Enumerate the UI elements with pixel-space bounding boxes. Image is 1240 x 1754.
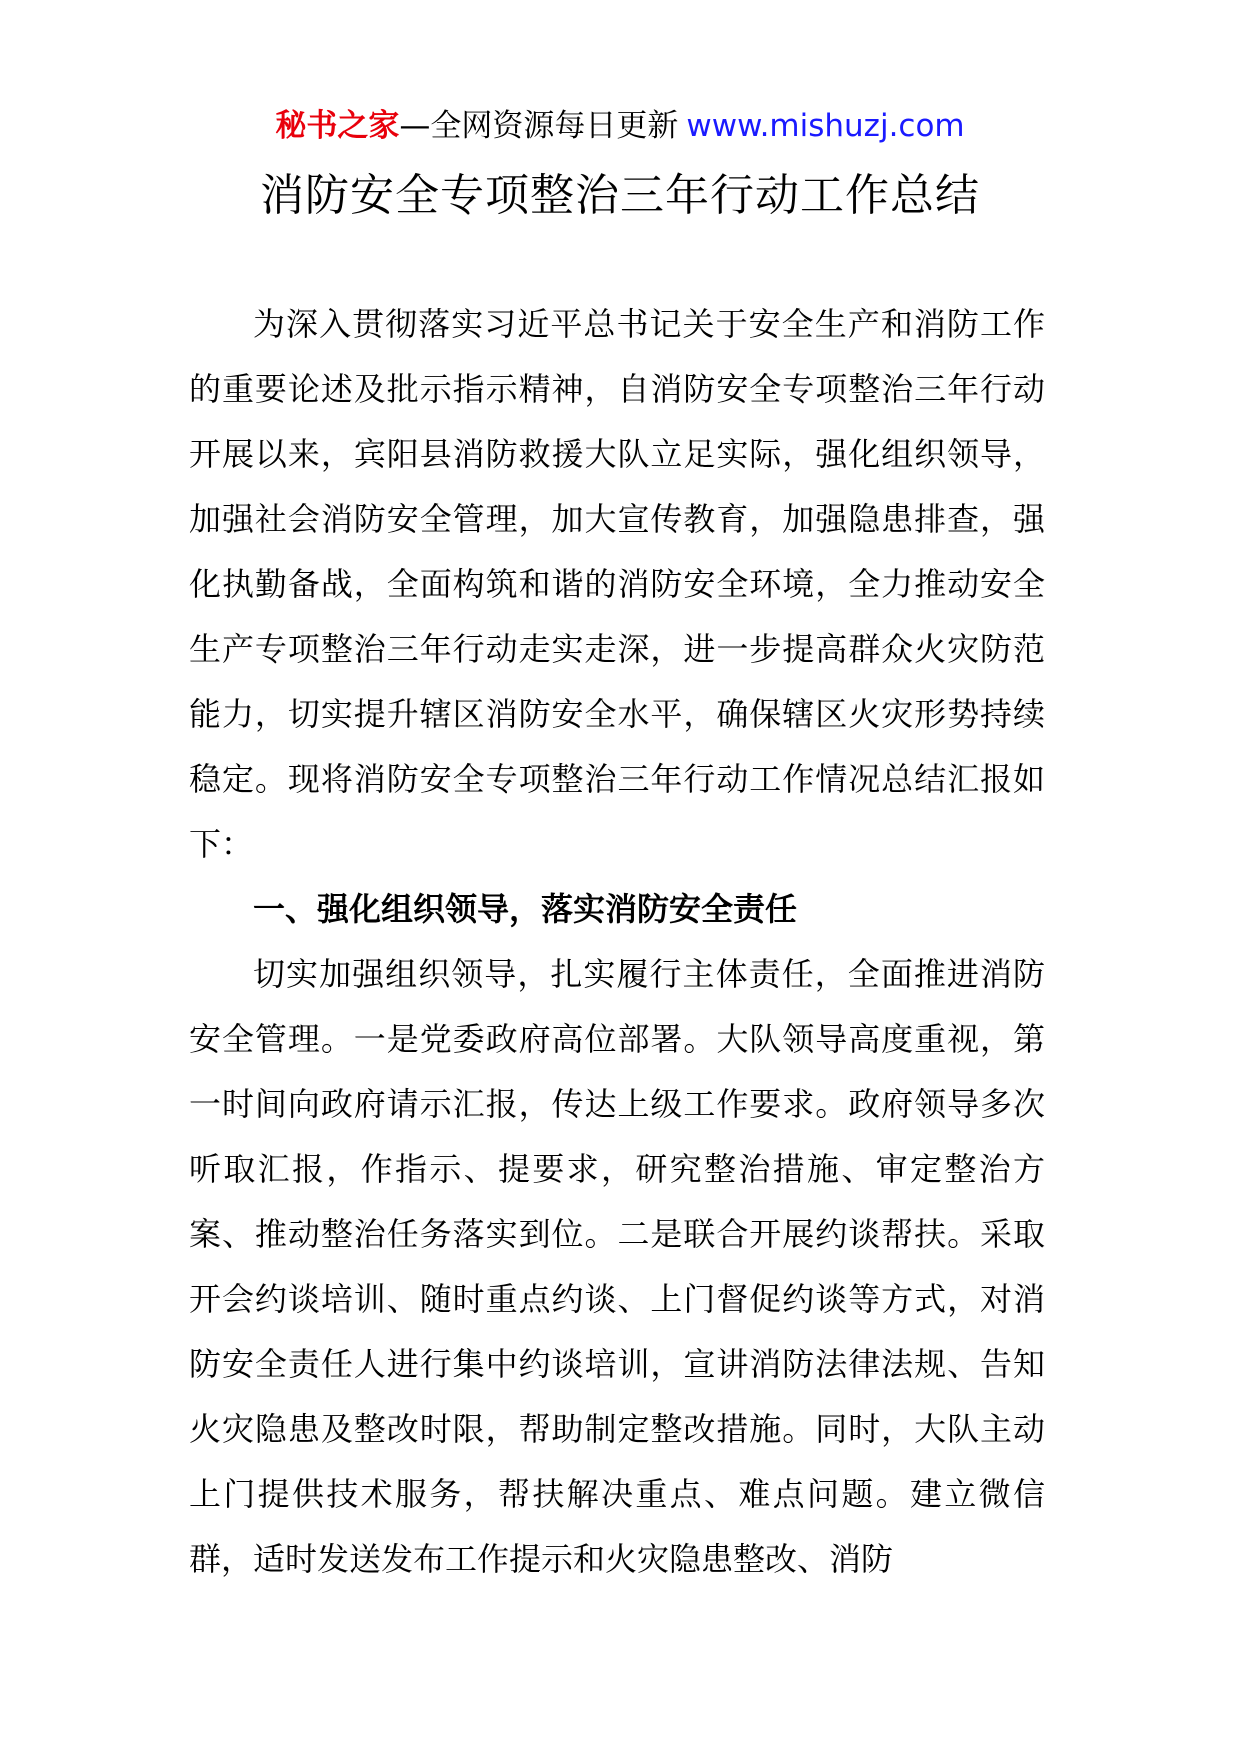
watermark-brand: 秘书之家 (275, 108, 400, 144)
watermark-slogan: —全网资源每日更新 (399, 108, 679, 144)
document-body (189, 292, 1045, 1592)
watermark-url[interactable]: www.mishuzj.com (686, 108, 965, 144)
site-watermark (0, 104, 1240, 148)
section-heading-1: 一、强化组织领导，落实消防安全责任 (253, 890, 798, 928)
body-paragraph-intro: 为深入贯彻落实习近平总书记关于安全生产和消防工作的重要论述及批示指示精神，自消防安全专项整治三年行动开展以来，宾阳县消防救援大队立足实际，强化组织领导，加强社会消防安全管理，加大宣传教育，加强隐患排查，强化执勤备战，全面构筑和谐的消防安全环境，全力推动安全生产专项整治三年行动走实走深，进一步提高群众火灾防范能力，切实提升辖区消防安全水平，确保辖区火灾形势持续稳定。现将消防安全专项整治三年行动工作情况总结汇报如下： (189, 305, 1045, 863)
document-title: 消防安全专项整治三年行动工作总结 (260, 170, 980, 221)
body-paragraph-section-1: 切实加强组织领导，扎实履行主体责任，全面推进消防安全管理。一是党委政府高位部署。大队领导高度重视，第一时间向政府请示汇报，传达上级工作要求。政府领导多次听取汇报，作指示、提要求，研究整治措施、审定整治方案、推动整治任务落实到位。二是联合开展约谈帮扶。采取开会约谈培训、随时重点约谈、上门督促约谈等方式，对消防安全责任人进行集中约谈培训，宣讲消防法律法规、告知火灾隐患及整改时限，帮助制定整改措施。同时，大队主动上门提供技术服务，帮扶解决重点、难点问题。建立微信群，适时发送发布工作提示和火灾隐患整改、消防 (189, 955, 1045, 1578)
